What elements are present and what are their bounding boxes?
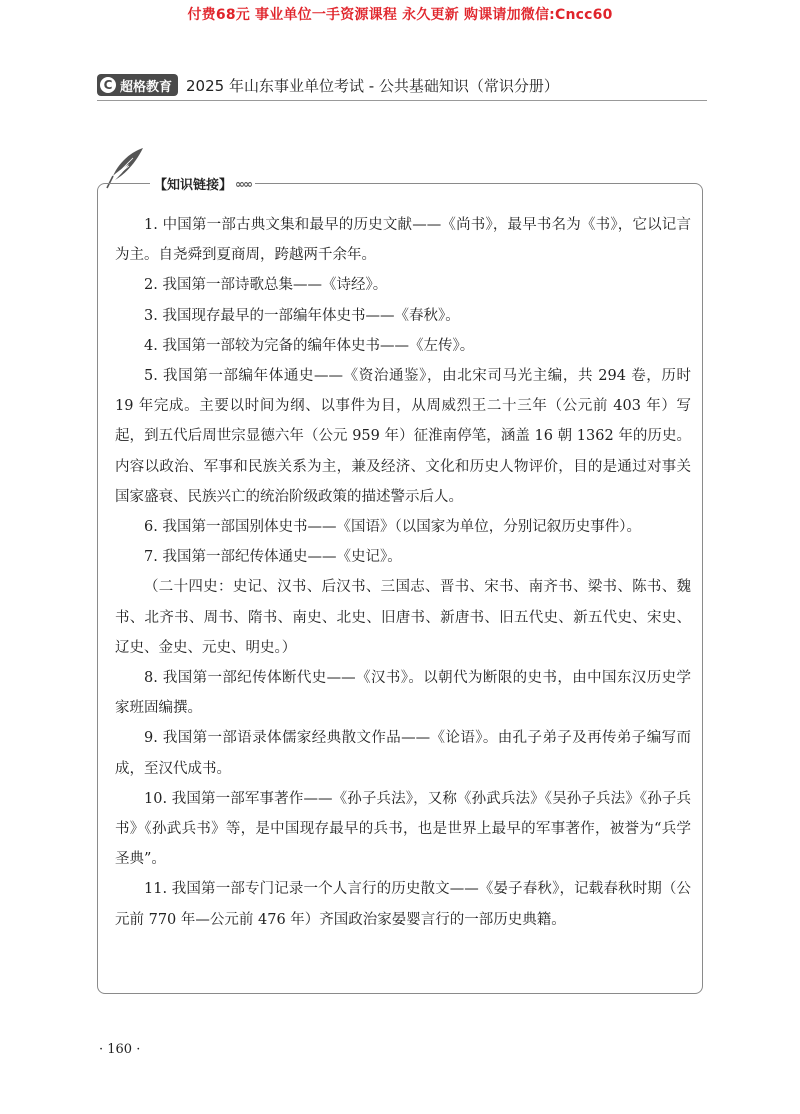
paragraph: 7. 我国第一部纪传体通史——《史记》。 <box>144 549 402 566</box>
knowledge-box-label <box>150 174 255 193</box>
page-header <box>97 70 707 101</box>
logo-icon: C <box>100 77 116 93</box>
paragraph: 1. 中国第一部古典文集和最早的历史文献——《尚书》，最早书名为《书》，它以记言为主。自尧舜到夏商周，跨越两千余年。 <box>115 217 691 264</box>
paragraph: 2. 我国第一部诗歌总集——《诗经》。 <box>144 277 388 294</box>
knowledge-content <box>115 210 691 935</box>
top-banner: 付费68元 事业单位一手资源课程 永久更新 购课请加微信:Cncc60 <box>187 7 613 23</box>
chain-link-icon: ∞∞ <box>235 176 252 191</box>
paragraph: 3. 我国现存最早的一部编年体史书——《春秋》。 <box>144 307 460 324</box>
paragraph: （二十四史：史记、汉书、后汉书、三国志、晋书、宋书、南齐书、梁书、陈书、魏书、北齐书、周书、隋书、南史、北史、旧唐书、新唐书、旧五代史、新五代史、宋史、辽史、金史、元史、明史。） <box>115 579 691 656</box>
book-title: 2025 年山东事业单位考试 - 公共基础知识（常识分册） <box>186 76 559 95</box>
box-label-text: 【知识链接】 <box>154 178 233 193</box>
page-number: · 160 · <box>99 1042 141 1057</box>
paragraph: 8. 我国第一部纪传体断代史——《汉书》。以朝代为断限的史书，由中国东汉历史学家班固编撰。 <box>115 670 691 717</box>
paragraph: 10. 我国第一部军事著作——《孙子兵法》，又称《孙武兵法》《吴孙子兵法》《孙子兵书》《孙武兵书》等，是中国现存最早的兵书，也是世界上最早的军事著作，被誉为“兵学圣典”。 <box>115 790 691 868</box>
paragraph: 9. 我国第一部语录体儒家经典散文作品——《论语》。由孔子弟子及再传弟子编写而成，至汉代成书。 <box>115 730 691 777</box>
paragraph: 6. 我国第一部国别体史书——《国语》（以国家为单位，分别记叙历史事件）。 <box>144 519 641 536</box>
paragraph: 5. 我国第一部编年体通史——《资治通鉴》，由北宋司马光主编，共 294 卷，历时 19 年完成。主要以时间为纲、以事件为目，从周威烈王二十三年（公元前 403 年）写起，到五代后周世宗显德六年（公元 959 年）征淮南停笔，涵盖 16 朝 1362 年的历史。内容以政治、军事和民族关系为主，兼及经济、文化和历史人物评价，目的是通过对事关国家盛衰、民族兴亡的统治阶级政策的描述警示后人。 <box>115 368 691 505</box>
publisher-logo <box>97 74 178 96</box>
paragraph: 4. 我国第一部较为完备的编年体史书——《左传》。 <box>144 337 475 354</box>
logo-text: 超格教育 <box>120 79 173 95</box>
paragraph: 11. 我国第一部专门记录一个人言行的历史散文——《晏子春秋》，记载春秋时期（公元前 770 年—公元前 476 年）齐国政治家晏婴言行的一部历史典籍。 <box>115 881 691 928</box>
